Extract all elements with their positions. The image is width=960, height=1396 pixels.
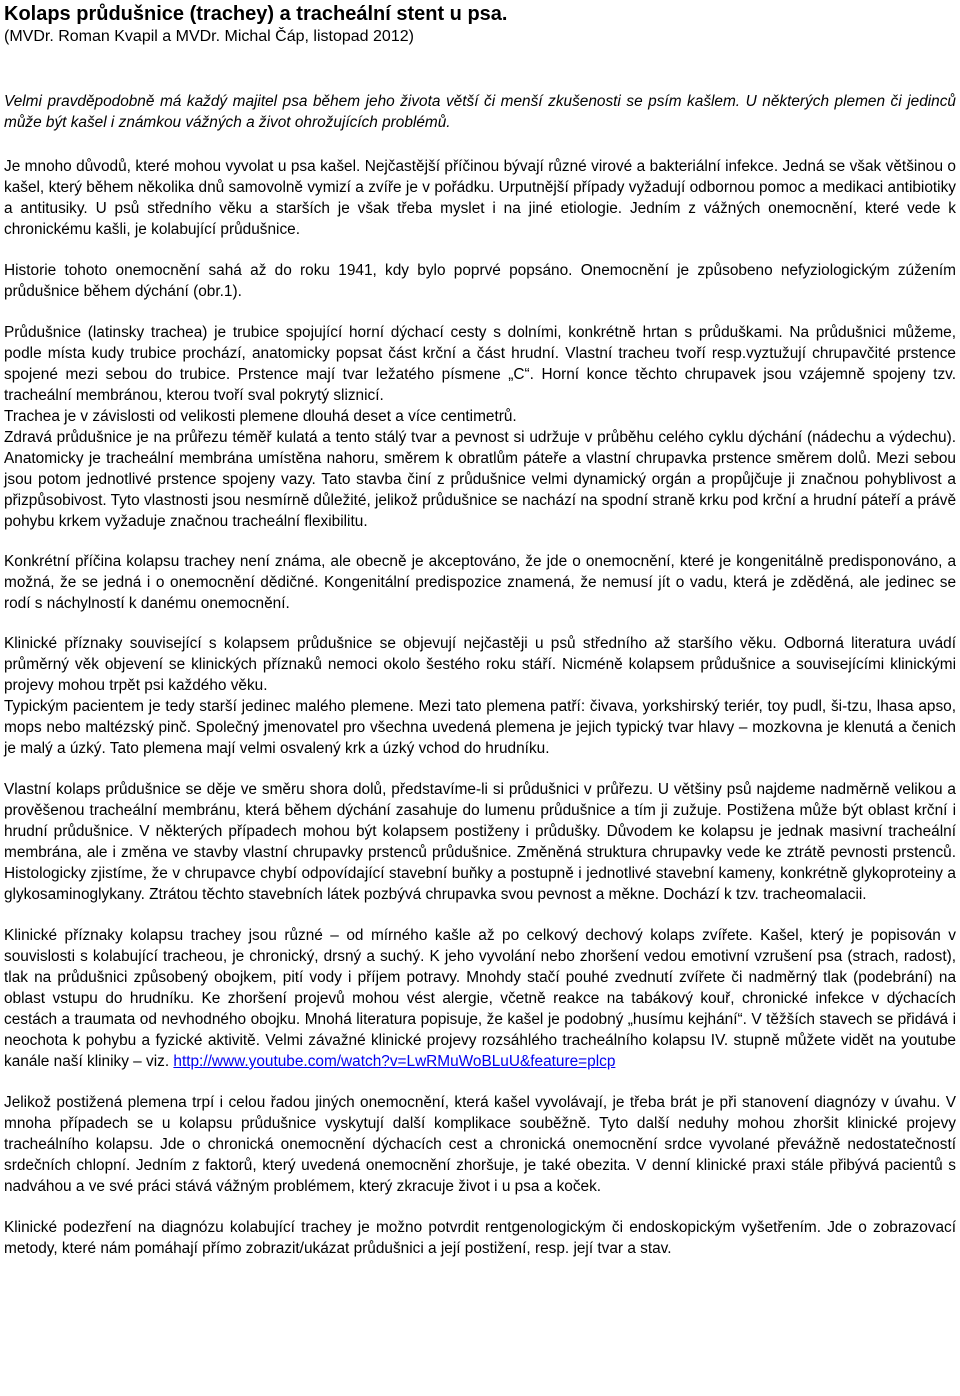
spacer [4, 133, 956, 156]
paragraph-diagnosis: Klinické podezření na diagnózu kolabující trachey je možno potvrdit rentgenologickým či endoskopickým vyšetřením. Jde o zobrazovací metody, které nám pomáhají přímo zobrazit/ukázat průdušnici a její postižení, resp. její tvar a stav. [4, 1219, 956, 1257]
spacer [4, 1072, 956, 1092]
spacer [4, 48, 956, 91]
spacer [4, 302, 956, 322]
paragraph-clinical-signs: Klinické příznaky související s kolapsem průdušnice se objevují nejčastěji u psů středního až staršího věku. Odborná literatura uvádí průměrný věk objevení se klinických příznaků nemoci okolo šestého roku stáří. Nicméně kolapsem průdušnice a souvisejícími klinickými projevy mohou trpět psi každého věku. [4, 635, 956, 694]
byline: (MVDr. Roman Kvapil a MVDr. Michal Čáp, listopad 2012) [4, 28, 414, 45]
document-page [4, 0, 956, 1259]
symptoms-text: Klinické příznaky kolapsu trachey jsou různé – od mírného kašle až po celkový dechový kolaps zvířete. Kašel, který je popisován v souvislosti s kolabující tracheou, je chronický, drsný a suchý. K jeho vyvolání nebo zhoršení vedou emotivní vzrušení psa (strach, radost), tlak na průdušnici způsobený obojkem, pití vody i příjem potravy. Mnohdy stačí pouhé zvednutí zvířete či nadměrný tlak (podebrání) na oblast vstupu do hrudníku. Ke zhoršení projevů mohou vést alergie, včetně reakce na tabákový kouř, chronické infekce v dýchacích cestách a traumata od nevhodného obojku. Mnohá literatura popisuje, že kašel je podobný „husímu kejhání“. V těžších stavech se přidává i neochota k pohybu a fyzické aktivitě. Velmi závažné klinické projevy rozsáhlého tracheálního kolapsu IV. stupně můžete vidět na youtube kanále naší kliniky – viz. [4, 927, 956, 1070]
spacer [4, 905, 956, 925]
spacer [4, 240, 956, 260]
spacer [4, 532, 956, 551]
paragraph-trachea-length: Trachea je v závislosti od velikosti plemene dlouhá deset a více centimetrů. [4, 408, 517, 425]
paragraph-symptoms [4, 925, 956, 1072]
paragraph-typical-patient: Typickým pacientem je tedy starší jedinec malého plemene. Mezi tato plemena patří: čivava, yorkshirský teriér, toy pudl, ši-tzu, lhasa apso, mops nebo maltézský pinč. Společný jmenovatel pro všechna uvedená plemena je jejich typický tvar hlavy – mozkovna je klenutá a čenich je malý a úzký. Tato plemena mají velmi osvalený krk a úzký vchod do hrudníku. [4, 698, 956, 757]
youtube-link[interactable]: http://www.youtube.com/watch?v=LwRMuWoBLuU&feature=plcp [173, 1053, 616, 1070]
page-title: Kolaps průdušnice (trachey) a tracheální stent u psa. [4, 3, 508, 25]
paragraph-comorbidities: Jelikož postižená plemena trpí i celou řadou jiných onemocnění, která kašel vyvolávají, je třeba brát je při stanovení diagnózy v úvahu. V mnoha případech se u kolapsu průdušnice vyskytují další komplikace souběžně. Tyto další neduhy mohou zhoršit klinické projevy tracheálního kolapsu. Jde o chronická onemocnění dýchacích cest a chronická onemocnění srdce vyvolané převážně nedostatečností srdečních chlopní. Jedním z faktorů, který uvedená onemocnění zhoršuje, je také obezita. V denní klinické praxi stále přibývá pacientů s nadváhou a ve své práci stává vážným problémem, který zkracuje život i u psa a koček. [4, 1094, 956, 1195]
paragraph-healthy-trachea: Zdravá průdušnice je na průřezu téměř kulatá a tento stálý tvar a pevnost si udržuje v průběhu celého cyklu dýchání (nádechu a výdechu). Anatomicky je tracheální membrána umístěna nahoru, směrem k obratlům páteře a vlastní chrupavka prstence směrem dolů. Mezi sebou jsou potom jednotlivé prstence spojeny vazy. Tato stavba činí z průdušnice velmi dynamický orgán a propůjčuje ji značnou pohyblivost a přizpůsobivost. Tyto vlastnosti jsou nesmírně důležité, jelikož průdušnice se nachází na spodní straně krku pod krční a hrudní páteří a právě pohybu krkem vyžaduje značnou tracheální flexibilitu. [4, 429, 956, 530]
paragraph-etiology: Konkrétní příčina kolapsu trachey není známa, ale obecně je akceptováno, že jde o onemocnění, které je kongenitálně predisponováno, a možná, že se jedná i o onemocnění dědičné. Kongenitální predispozice znamená, že nemusí jít o vadu, která je zděděná, ale jedinec se rodí s náchylností k danému onemocnění. [4, 553, 956, 612]
paragraph-collapse-mechanism: Vlastní kolaps průdušnice se děje ve směru shora dolů, představíme-li si průdušnici v průřezu. U většiny psů najdeme nadměrně velikou a prověšenou tracheální membránu, která během dýchání zasahuje do lumenu průdušnice a tím ji zužuje. Postižena může být oblast krční i hrudní průdušnice. V některých případech mohou být kolapsem postiženy i průdušky. Důvodem ke kolapsu je jednak masivní tracheální membrána, ale i změna ve stavby vlastní chrupavky prstenců průdušnice. Změněná struktura chrupavky vede ke ztrátě pevnosti prstenců. Histologicky zjistíme, že v chrupavce chybí odpovídající stavební buňky a postupně i jednotlivé stavební kameny, konkrétně glykoproteiny a glykosaminoglykany. Ztrátou těchto stavebních látek pozbývá chrupavka svou pevnost a měkne. Dochází k tzv. tracheomalacii. [4, 781, 956, 903]
spacer [4, 759, 956, 779]
spacer [4, 614, 956, 633]
paragraph-causes: Je mnoho důvodů, které mohou vyvolat u psa kašel. Nejčastější příčinou bývají různé virové a bakteriální infekce. Jedná se však většinou o kašel, který během několika dnů samovolně vymizí a zvíře je v pořádku. Urputnější případy vyžadují odbornou pomoc a medikaci antibiotiky a antitusiky. U psů středního věku a starších je však třeba myslet i na jiné etiologie. Jedním z vážných onemocnění, které vede k chronickému kašli, je kolabující průdušnice. [4, 158, 956, 238]
paragraph-anatomy: Průdušnice (latinsky trachea) je trubice spojující horní dýchací cesty s dolními, konkrétně hrtan s průduškami. Na průdušnici můžeme, podle místa kudy trubice prochází, anatomicky popsat část krční a část hrudní. Vlastní tracheu tvoří resp.vyztužují chrupavčité prstence spojené mezi sebou do trubice. Prstence mají tvar ležatého písmene „C“. Horní konce těchto chrupavek jsou vzájemně spojeny tzv. tracheální membránou, kterou tvoří sval pokrytý sliznicí. [4, 324, 956, 404]
intro-block [4, 91, 956, 133]
spacer [4, 1197, 956, 1217]
intro-paragraph: Velmi pravděpodobně má každý majitel psa během jeho života větší či menší zkušenosti se psím kašlem. U některých plemen či jedinců může být kašel i známkou vážných a život ohrožujících problémů. [4, 93, 956, 131]
paragraph-history: Historie tohoto onemocnění sahá až do roku 1941, kdy bylo poprvé popsáno. Onemocnění je způsobeno nefyziologickým zúžením průdušnice během dýchání (obr.1). [4, 262, 956, 300]
